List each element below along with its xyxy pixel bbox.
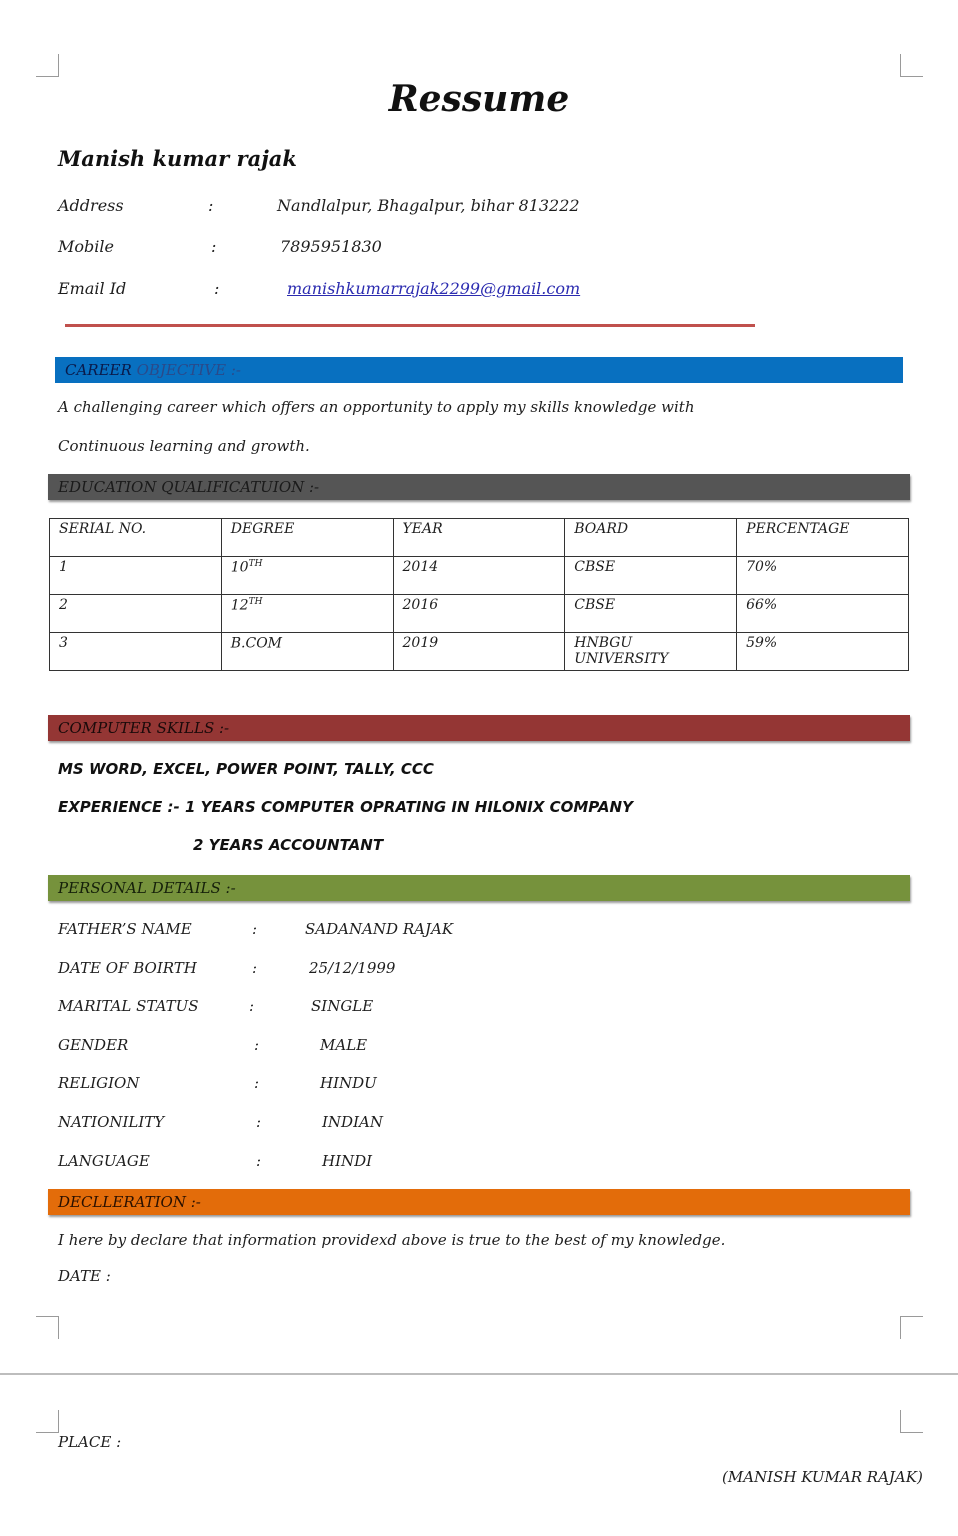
declaration-heading: DECLLERATION :- [48, 1189, 910, 1215]
gender-value: MALE [320, 1036, 368, 1054]
personal-details-heading: PERSONAL DETAILS :- [48, 875, 910, 901]
education-heading: EDUCATION QUALIFICATUION :- [48, 474, 910, 500]
religion-value: HINDU [320, 1074, 377, 1092]
experience-label: EXPERIENCE :- [58, 798, 180, 816]
colon: : [254, 1074, 260, 1092]
colon: : [252, 959, 258, 977]
address-label: Address [58, 196, 124, 215]
page-break [0, 1373, 958, 1375]
experience-item: 2 YEARS ACCOUNTANT [193, 836, 384, 854]
degree-cell [221, 633, 393, 671]
corner-mark [36, 1316, 59, 1339]
year-cell: 2016 [393, 595, 565, 633]
column-header: DEGREE [221, 519, 393, 557]
degree-text: B.COM [230, 635, 283, 652]
table-row [50, 633, 909, 671]
percentage-cell: 66% [737, 595, 909, 633]
document-title: Ressume [388, 78, 570, 120]
date-label: DATE : [58, 1267, 111, 1285]
signature-name: (MANISH KUMAR RAJAK) [722, 1468, 923, 1486]
degree-text: 12 [230, 597, 249, 614]
skills-list: MS WORD, EXCEL, POWER POINT, TALLY, CCC [58, 760, 434, 778]
year-cell: 2014 [393, 557, 565, 595]
mobile-value: 7895951830 [280, 237, 382, 256]
applicant-name: Manish kumar rajak [58, 146, 297, 171]
corner-mark [900, 54, 923, 77]
language-value: HINDI [322, 1152, 373, 1170]
language-label: LANGUAGE [58, 1152, 150, 1170]
marital-status-label: MARITAL STATUS [58, 997, 199, 1015]
serial-cell: 2 [50, 595, 222, 633]
place-label: PLACE : [58, 1433, 122, 1451]
percentage-cell: 70% [737, 557, 909, 595]
column-header: PERCENTAGE [737, 519, 909, 557]
column-header: YEAR [393, 519, 565, 557]
career-heading-a: CAREER [65, 361, 132, 379]
experience-item: 1 YEARS COMPUTER OPRATING IN HILONIX COMPANY [185, 798, 633, 816]
email-link[interactable]: manishkumarrajak2299@gmail.com [287, 279, 581, 298]
colon: : [211, 237, 217, 256]
mobile-label: Mobile [58, 237, 114, 256]
board-cell: HNBGU UNIVERSITY [565, 633, 737, 671]
serial-cell: 3 [50, 633, 222, 671]
corner-mark [900, 1316, 923, 1339]
board-cell: CBSE [565, 557, 737, 595]
colon: : [256, 1113, 262, 1131]
table-header-row [50, 519, 909, 557]
computer-skills-heading: COMPUTER SKILLS :- [48, 715, 910, 741]
dob-value: 25/12/1999 [309, 959, 396, 977]
career-heading-b: OBJECTIVE :- [136, 361, 241, 379]
colon: : [214, 279, 220, 298]
column-header: BOARD [565, 519, 737, 557]
corner-mark [36, 1410, 59, 1433]
degree-suffix: TH [248, 559, 263, 569]
colon: : [252, 920, 258, 938]
divider-rule [65, 324, 755, 327]
education-table [49, 518, 909, 671]
career-objective-line: Continuous learning and growth. [58, 437, 310, 455]
colon: : [249, 997, 255, 1015]
year-cell: 2019 [393, 633, 565, 671]
email-label: Email Id [58, 279, 127, 298]
dob-label: DATE OF BOIRTH [58, 959, 197, 977]
declaration-text: I here by declare that information providexd above is true to the best of my knowledge. [58, 1231, 726, 1249]
serial-cell: 1 [50, 557, 222, 595]
corner-mark [900, 1410, 923, 1433]
nationality-label: NATIONILITY [58, 1113, 165, 1131]
colon: : [256, 1152, 262, 1170]
table-row [50, 595, 909, 633]
father-name-label: FATHER’S NAME [58, 920, 192, 938]
career-objective-heading [55, 357, 903, 383]
career-objective-line: A challenging career which offers an opportunity to apply my skills knowledge with [58, 398, 695, 416]
address-value: Nandlalpur, Bhagalpur, bihar 813222 [277, 196, 580, 215]
column-header: SERIAL NO. [50, 519, 222, 557]
degree-suffix: TH [248, 597, 263, 607]
degree-cell [221, 557, 393, 595]
nationality-value: INDIAN [322, 1113, 383, 1131]
degree-cell [221, 595, 393, 633]
colon: : [208, 196, 214, 215]
religion-label: RELIGION [58, 1074, 140, 1092]
father-name-value: SADANAND RAJAK [305, 920, 454, 938]
colon: : [254, 1036, 260, 1054]
gender-label: GENDER [58, 1036, 129, 1054]
corner-mark [36, 54, 59, 77]
board-cell: CBSE [565, 595, 737, 633]
percentage-cell: 59% [737, 633, 909, 671]
table-row [50, 557, 909, 595]
marital-status-value: SINGLE [311, 997, 374, 1015]
degree-text: 10 [230, 559, 249, 576]
